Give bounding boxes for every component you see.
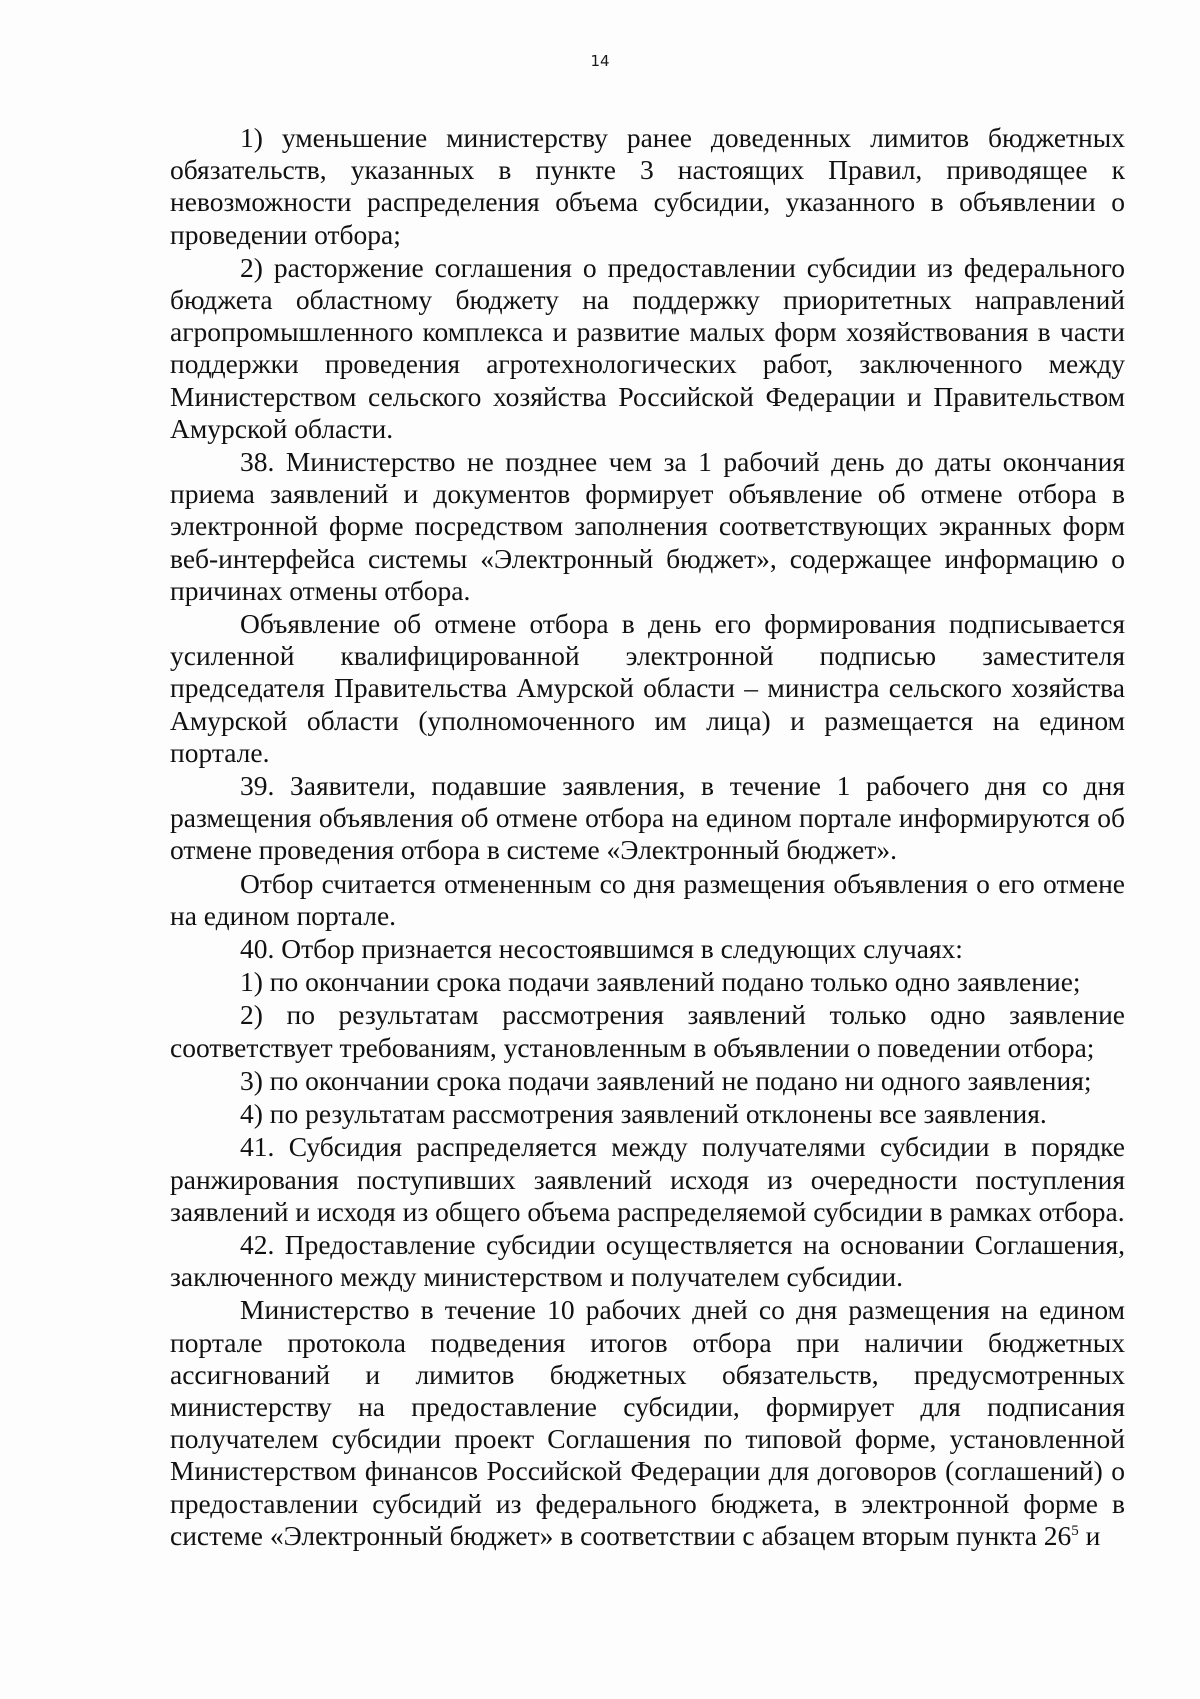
paragraph-40-case-3: 3) по окончании срока подачи заявлений не подано ни одного заявления;: [240, 1064, 1092, 1096]
paragraph-40-case-1: 1) по окончании срока подачи заявлений подано только одно заявление;: [240, 966, 1081, 998]
paragraph-39: 39. Заявители, подавшие заявления, в течение 1 рабочего дня со дня размещения объявления об отмене отбора на едином портале информируются об отмене проведения отбора в системе «Электронный бюджет».: [170, 770, 1125, 866]
paragraph-40-case-2: 2) по результатам рассмотрения заявлений только одно заявление соответствует требованиям, установленным в объявлении о поведении отбора;: [170, 999, 1125, 1063]
paragraph-39-cancel: Отбор считается отмененным со дня размещения объявления о его отмене на едином портале.: [170, 867, 1125, 931]
paragraph-38: 38. Министерство не позднее чем за 1 рабочий день до даты окончания приема заявлений и документов формирует объявление об отмене отбора в электронной форме посредством заполнения соответствующих экранных форм веб-интерфейса системы «Электронный бюджет», содержащее информацию о причинах отмены отбора.: [170, 446, 1125, 606]
paragraph-38-announcement: Объявление об отмене отбора в день его формирования подписывается усиленной квалифицированной электронной подписью заместителя председателя Правительства Амурской области – министра сельского хозяйства Амурской области (уполномоченного им лица) и размещается на едином портале.: [170, 608, 1125, 768]
footnote-superscript: 5: [1071, 1522, 1079, 1539]
paragraph-item-1: 1) уменьшение министерству ранее доведенных лимитов бюджетных обязательств, указанных в пункте 3 настоящих Правил, приводящее к невозможности распределения объема субсидии, указанного в объявлении о проведении отбора;: [170, 122, 1125, 250]
paragraph-item-2: 2) расторжение соглашения о предоставлении субсидии из федерального бюджета областному бюджету на поддержку приоритетных направлений агропромышленного комплекса и развитие малых форм хозяйствования в части поддержки проведения агротехнологических работ, заключенного между Министерством сельского хозяйства Российской Федерации и Правительством Амурской области.: [170, 251, 1125, 444]
paragraph-40-case-4: 4) по результатам рассмотрения заявлений отклонены все заявления.: [240, 1098, 1047, 1130]
document-body: [170, 122, 1125, 1553]
paragraph-42: 42. Предоставление субсидии осуществляется на основании Соглашения, заключенного между министерством и получателем субсидии.: [170, 1228, 1125, 1293]
paragraph-42-ministry: [170, 1294, 1125, 1552]
paragraph-41: 41. Субсидия распределяется между получателями субсидии в порядке ранжирования поступивших заявлений исходя из очередности поступления заявлений и исходя из общего объема распределяемой субсидии в рамках отбора.: [170, 1131, 1125, 1227]
paragraph-40: 40. Отбор признается несостоявшимся в следующих случаях:: [240, 933, 963, 965]
page-number: 14: [590, 52, 610, 70]
paragraph-42-ministry-text: Министерство в течение 10 рабочих дней со дня размещения на едином портале протокола подведения итогов отбора при наличии бюджетных ассигнований и лимитов бюджетных обязательств, предусмотренных министерству на предоставление субсидии, формирует для подписания получателем субсидии проект Соглашения по типовой форме, установленной Министерством финансов Российской Федерации для договоров (соглашений) о предоставлении субсидий из федерального бюджета, в электронной форме в системе «Электронный бюджет» в соответствии с абзацем вторым пункта 26: [170, 1294, 1125, 1551]
paragraph-42-ministry-tail: и: [1078, 1519, 1101, 1551]
